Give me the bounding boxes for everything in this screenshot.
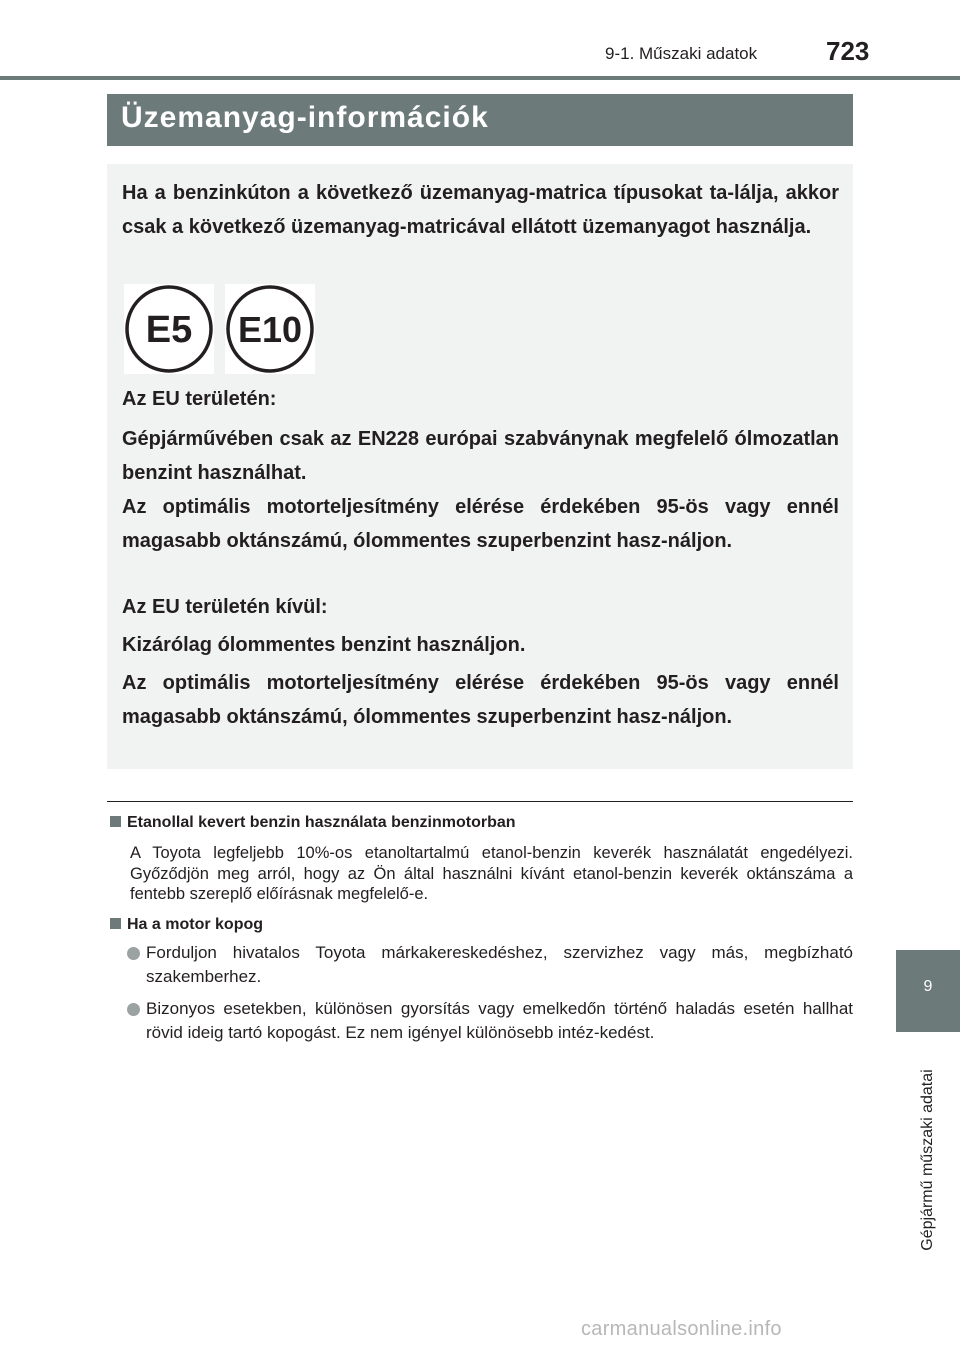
e5-circle-icon (124, 284, 214, 374)
knock-bullet-2: Bizonyos esetekben, különösen gyorsítás vagy emelkedőn történő haladás esetén hallhat rövid ideig tartó kopogást. Ez nem igényel különösebb intéz-kedést. (146, 999, 853, 1042)
e10-circle-icon (225, 284, 315, 374)
fuel-label-e5 (124, 284, 214, 374)
intro-text: Ha a benzinkúton a következő üzemanyag-matrica típusokat ta-lálja, akkor csak a következő üzemanyag-matricával ellátott üzemanyagot használja. (122, 182, 839, 238)
ethanol-section-heading (110, 814, 516, 832)
non-eu-heading: Az EU területén kívül: (122, 596, 328, 618)
knock-bullet-1: Forduljon hivatalos Toyota márkakereskedéshez, szervizhez vagy más, megbízható szakemberhez. (146, 943, 853, 986)
e5-label-text: E5 (145, 309, 193, 351)
non-eu-text-1: Kizárólag ólommentes benzint használjon. (122, 634, 526, 656)
circle-bullet-icon (127, 1003, 140, 1016)
knock-section-heading (110, 916, 263, 934)
non-eu-text-2: Az optimális motorteljesítmény elérése érdekében 95-ös vagy ennél magasabb oktánszámú, ólommentes szuperbenzint hasz-náljon. (122, 672, 839, 728)
eu-heading: Az EU területén: (122, 388, 277, 410)
chapter-number: 9 (923, 978, 933, 995)
page-number: 723 (826, 36, 870, 66)
chapter-title: Gépjármű műszaki adatai (919, 1069, 936, 1251)
section-divider (107, 801, 853, 802)
e10-label-text: E10 (237, 309, 303, 350)
ethanol-heading-text: Etanollal kevert benzin használata benzinmotorban (127, 814, 516, 831)
fuel-info-box (107, 164, 853, 769)
chapter-tab[interactable] (896, 950, 960, 1032)
knock-heading-text: Ha a motor kopog (127, 916, 264, 933)
page-title: Üzemanyag-információk (121, 101, 489, 134)
title-bar (107, 94, 853, 146)
fuel-label-e10 (225, 284, 315, 374)
ethanol-text: A Toyota legfeljebb 10%-os etanoltartalmú etanol-benzin keverék használatát engedélyezi. Győződjön meg arról, hogy az Ön által használni kívánt etanol-benzin keverék oktánszáma a fentebb szereplő előírásnak megfelelő-e. (130, 844, 853, 903)
header-rule (0, 76, 960, 80)
header-section-title: 9-1. Műszaki adatok (605, 44, 758, 63)
square-bullet-icon (110, 816, 121, 827)
square-bullet-icon (110, 918, 121, 929)
circle-bullet-icon (127, 947, 140, 960)
watermark: carmanualsonline.info (581, 1318, 782, 1340)
eu-text-2: Az optimális motorteljesítmény elérése érdekében 95-ös vagy ennél magasabb oktánszámú, ólommentes szuperbenzint hasz-náljon. (122, 496, 839, 552)
eu-text-1: Gépjárművében csak az EN228 európai szabványnak megfelelő ólmozatlan benzint használhat. (122, 428, 839, 484)
